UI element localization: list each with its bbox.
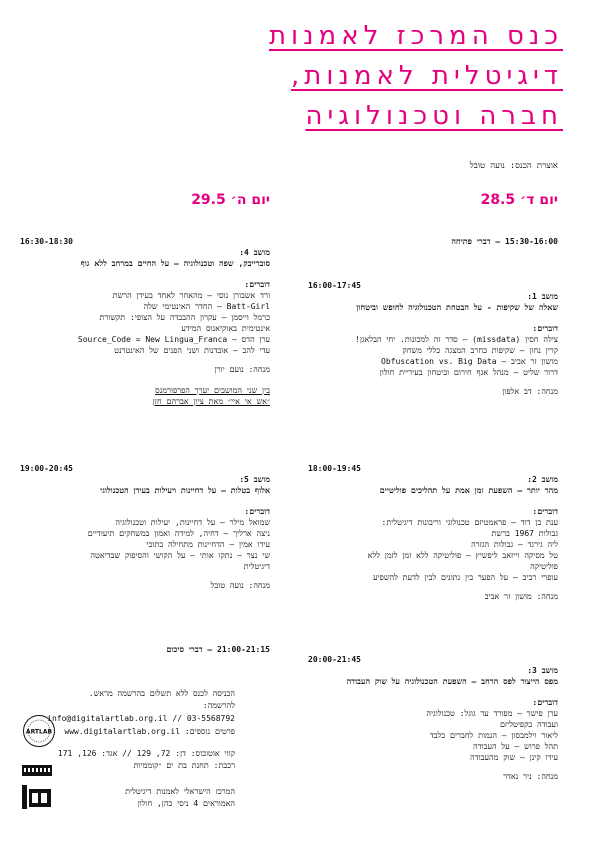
partner-logo-1 — [22, 765, 52, 776]
speaker: טל מסיקה וייזאב ליפשיץ – פוליטיקה ללא זמן לזמן ללא — [367, 551, 558, 560]
session-5 — [20, 463, 270, 591]
session-title: מפס הייצור לפס הרחב – השפעת הטכנולוגיה על שוק העבודה — [346, 677, 558, 686]
speaker: ערן פישר – מפורד עד גוגל: טכנולוגיה — [426, 709, 558, 718]
session-label: מושב 4: — [239, 248, 270, 257]
session-label: מושב 2: — [527, 475, 558, 484]
speaker: ניצה ארליך – דחיה, למידה ואמון במשחקים תיעודיים — [87, 529, 270, 538]
title-line-3: חברה וטכנולוגיה — [305, 101, 563, 131]
center-name: המרכז הישראלי לאמנות דיגיטלית — [125, 787, 235, 796]
session-time: 21:00-21:15 — [217, 645, 270, 654]
day1-column — [308, 236, 558, 836]
moderator: מנחה: נועה טובל — [210, 581, 270, 590]
artlab-logo-text: ARTLAB — [25, 728, 53, 736]
session-time: 18:00-19:45 — [308, 464, 361, 473]
speaker: Batt-Girl – החדר האינטימי שלה — [143, 302, 270, 311]
speaker: גבולות 1967 ברשת — [491, 529, 558, 538]
speaker: ערן הדס – Source_Code = New Lingua_Franca — [77, 335, 270, 344]
speaker: ליה גירגד – גבולות הגזרה — [471, 540, 558, 549]
session-time: 15:30-16:00 — [505, 237, 558, 246]
speakers-label: דוברים: — [244, 280, 270, 289]
artlab-logo — [22, 714, 56, 752]
contact-line[interactable]: info@digitalartlab.org.il // 03-5568792 — [47, 714, 235, 723]
speaker: מושון זר אביב – Obfuscation vs. Big Data — [381, 357, 558, 366]
speakers-label: דוברים: — [532, 324, 558, 333]
speaker: ליאור וילמבסון – הנמות לחברים בלבד — [429, 731, 558, 740]
moderator: מנחה: נועם יורן — [214, 365, 270, 374]
speaker: צילה חסין (missdata) – סדר זה למכונות. יחי הבלאגן! — [355, 335, 558, 344]
speaker: פוליטיקה — [530, 562, 558, 571]
speaker: שמואל מילר – על דחיינות, יעילות וטכנולוגיה — [115, 518, 270, 527]
session-4 — [20, 236, 270, 407]
closing-session: 21:00-21:15 – דברי סיכום — [166, 645, 270, 654]
speaker: תהל פרוש – על העבודה — [473, 742, 558, 751]
speaker: דרור שליט – מנהל אגף חירום וביטחון בעיריית חולון — [379, 368, 558, 377]
session-time: 16:30-18:30 — [20, 237, 73, 246]
registration-label: להרשמה: — [202, 701, 235, 710]
day1-heading: יום ד׳ 28.5 — [480, 192, 558, 208]
session-1 — [308, 280, 558, 397]
speaker: כרמל וייסמן – עקרון ההבבדה על הצופי: תקשורת — [99, 313, 270, 322]
speaker: עדי להב – אובדנות ושני הפנים של האינטרנט — [114, 346, 270, 355]
session-title: אלוף בטלות – על דחיינות ויעילות בעידן הטכנולוגי — [100, 486, 270, 495]
moderator: מנחה: ניר נאדר — [503, 772, 558, 781]
speakers-label: דוברים: — [532, 507, 558, 516]
session-time: 20:00-21:45 — [308, 655, 361, 664]
performance-note: בין שני המושבים יערך הפרפורמנס — [155, 386, 270, 395]
performance-note: ״אש אי איי״ מאת ציון אברהם חזן — [152, 397, 270, 406]
day2-heading: יום ה׳ 29.5 — [191, 192, 270, 208]
session-title: שאלה של שקיפות - על הבטחת הטכנולוגיה לחופש וביטחון — [356, 303, 558, 312]
session-title: סוברייבק, שפה וטכנולוגיה – על החיים במרחב ללא גוף — [80, 259, 270, 268]
speaker: ענת בן דוד – פראמטיזם טכנולוגי וריבונות דיגיטלית: — [381, 518, 558, 527]
day2-column — [20, 236, 270, 836]
speakers-label: דוברים: — [244, 507, 270, 516]
session-title: דברי סיכום — [166, 645, 203, 654]
session-label: מושב 1: — [527, 292, 558, 301]
session-2 — [308, 463, 558, 602]
partner-logo-2 — [22, 785, 52, 809]
moderator: מנחה: דב אלפון — [502, 387, 558, 396]
curator-credit: אוצרת הכנס: נועה טובל — [469, 161, 558, 171]
speaker: עידו אמין – הדחיינות מתחילה בתוכי — [146, 540, 270, 549]
session-time: 16:00-17:45 — [308, 281, 361, 290]
registration-note: הכניסה לכנס ללא תשלום בהרשמה מראש. — [88, 689, 235, 698]
session-title: מהר יותר – השפעת זמן אמת על תהליכים פוליטיים — [379, 486, 558, 495]
website-line[interactable]: פרטים נוספים: www.digitalartlab.org.il — [64, 727, 235, 736]
speaker: עידו קינן – שוק מהעבודה — [470, 753, 558, 762]
speaker: קרין נחון – שקיפות כחרב המצגה כללי משחק — [402, 346, 558, 355]
session-label: מושב 5: — [239, 475, 270, 484]
session-label: מושב 3: — [527, 666, 558, 675]
train-info: רכבת: תחנת בת ים ״קוממיות — [133, 761, 235, 770]
speaker: ורד אשבורן נוסי – מהאחר לאחד בעידן הרשת — [112, 291, 270, 300]
speaker: שי נצר – נתקו אותי – על הקושי והסיפוק שבדיאטה — [90, 551, 270, 560]
session-time: 19:00-20:45 — [20, 464, 73, 473]
speaker: דיגיטלית — [243, 562, 270, 571]
title-line-2: דיגיטלית לאמנות, — [290, 61, 563, 91]
speakers-label: דוברים: — [532, 698, 558, 707]
speaker: עופרי רביב – על הפער בין נתונים לבין לדעת להשפיע — [373, 573, 558, 582]
session-title: דברי פתיחה — [451, 237, 491, 246]
bus-lines: קווי אוטובוס: דן: 72, 129 // אגד: 126, 171 — [57, 749, 235, 758]
moderator: מנחה: מושון זר אביב — [484, 592, 558, 601]
speaker: ועבודה בקפיטליזם — [499, 720, 558, 729]
center-address: האמוראים 4 ניסי כהן, חולון — [137, 799, 235, 808]
session-3 — [308, 654, 558, 782]
speaker: אינטימית באוקיאנוס המידע — [181, 324, 270, 333]
opening-session: 15:30-16:00 – דברי פתיחה — [451, 237, 558, 246]
title-line-1: כנס המרכז לאמנות — [268, 21, 563, 51]
